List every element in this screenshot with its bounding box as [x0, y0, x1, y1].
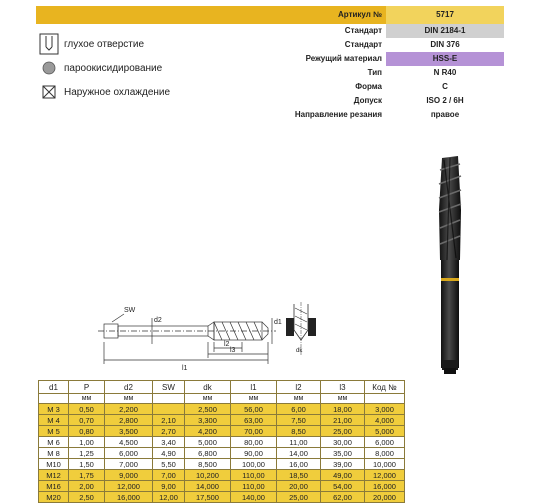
spec-label: Допуск: [353, 96, 382, 105]
table-row: [39, 404, 405, 415]
table-cell: 110,00: [231, 481, 277, 492]
table-cell: M 6: [39, 437, 69, 448]
external-cooling-icon: [38, 81, 60, 103]
table-unit-cell: [153, 394, 185, 404]
table-cell: 7,00: [153, 470, 185, 481]
table-cell: 2,70: [153, 426, 185, 437]
table-cell: 10,200: [185, 470, 231, 481]
table-cell: 100,00: [231, 459, 277, 470]
table-cell: 9,00: [153, 481, 185, 492]
table-row: [39, 426, 405, 437]
table-cell: 3,40: [153, 437, 185, 448]
table-cell: 2,10: [153, 415, 185, 426]
table-row: [39, 481, 405, 492]
table-cell: M16: [39, 481, 69, 492]
table-cell: 8,000: [365, 448, 405, 459]
table-cell: 1,75: [69, 470, 105, 481]
table-cell: 20,000: [365, 492, 405, 503]
table-cell: 35,00: [321, 448, 365, 459]
table-cell: 49,00: [321, 470, 365, 481]
table-header-cell: Код №: [365, 381, 405, 394]
spec-label: Стандарт: [344, 26, 382, 35]
table-header-cell: d1: [39, 381, 69, 394]
spec-label: Режущий материал: [305, 54, 382, 63]
spec-label: Форма: [355, 82, 382, 91]
table-unit-cell: мм: [185, 394, 231, 404]
spec-value: HSS-E: [386, 52, 504, 66]
spec-value: C: [442, 82, 448, 91]
table-cell: 6,800: [185, 448, 231, 459]
table-cell: 16,000: [105, 492, 153, 503]
table-cell: 70,00: [231, 426, 277, 437]
table-header-cell: l1: [231, 381, 277, 394]
table-cell: 54,00: [321, 481, 365, 492]
table-cell: 0,50: [69, 404, 105, 415]
table-cell: 80,00: [231, 437, 277, 448]
spec-label: Стандарт: [344, 40, 382, 49]
table-cell: 9,000: [105, 470, 153, 481]
table-row: [39, 459, 405, 470]
table-cell: 0,80: [69, 426, 105, 437]
table-cell: 16,00: [277, 459, 321, 470]
table-cell: 4,500: [105, 437, 153, 448]
table-cell: 18,00: [321, 404, 365, 415]
table-cell: 6,00: [277, 404, 321, 415]
table-cell: 62,00: [321, 492, 365, 503]
table-cell: 6,000: [105, 448, 153, 459]
table-cell: 4,90: [153, 448, 185, 459]
tap-technical-drawing: [90, 300, 285, 380]
table-cell: 14,000: [185, 481, 231, 492]
table-unit-cell: [39, 394, 69, 404]
table-cell: M 3: [39, 404, 69, 415]
table-header-cell: dk: [185, 381, 231, 394]
legend: [38, 32, 238, 104]
table-cell: 0,70: [69, 415, 105, 426]
table-header-row: [39, 381, 405, 394]
table-cell: 2,00: [69, 481, 105, 492]
table-cell: 17,500: [185, 492, 231, 503]
tap-photo-image: [420, 150, 480, 380]
table-cell: 3,000: [365, 404, 405, 415]
table-cell: 3,300: [185, 415, 231, 426]
table-cell: 56,00: [231, 404, 277, 415]
table-cell: 12,000: [105, 481, 153, 492]
legend-item: [38, 32, 238, 56]
table-cell: 1,50: [69, 459, 105, 470]
spec-row-direction: [36, 108, 504, 122]
spec-value: 5717: [386, 6, 504, 24]
table-row: [39, 437, 405, 448]
d1-label: d1: [274, 319, 282, 326]
spec-value: DIN 2184-1: [386, 24, 504, 38]
table-cell: M20: [39, 492, 69, 503]
table-header-cell: l2: [277, 381, 321, 394]
table-cell: M10: [39, 459, 69, 470]
legend-text: пароокисидирование: [64, 62, 163, 74]
table-cell: 11,00: [277, 437, 321, 448]
table-unit-cell: мм: [69, 394, 105, 404]
table-cell: 63,00: [231, 415, 277, 426]
table-cell: 25,00: [277, 492, 321, 503]
table-cell: M 5: [39, 426, 69, 437]
table-cell: 5,000: [185, 437, 231, 448]
table-cell: 140,00: [231, 492, 277, 503]
table-header-cell: l3: [321, 381, 365, 394]
table-cell: 5,50: [153, 459, 185, 470]
table-cell: 4,200: [185, 426, 231, 437]
table-unit-cell: мм: [277, 394, 321, 404]
table-cell: 30,00: [321, 437, 365, 448]
table-unit-cell: мм: [321, 394, 365, 404]
legend-text: глухое отверстие: [64, 38, 145, 50]
spec-value: N R40: [433, 68, 457, 77]
table-cell: M 4: [39, 415, 69, 426]
table-header-cell: SW: [153, 381, 185, 394]
steam-oxide-icon: [38, 57, 60, 79]
table-unit-cell: мм: [105, 394, 153, 404]
table-row: [39, 448, 405, 459]
table-unit-row: [39, 394, 405, 404]
table-cell: 8,500: [185, 459, 231, 470]
table-cell: 14,00: [277, 448, 321, 459]
table-cell: [153, 404, 185, 415]
table-cell: 5,000: [365, 426, 405, 437]
spec-label: Артикул №: [36, 6, 386, 24]
spec-value: ISO 2 / 6H: [426, 96, 464, 105]
table-row: [39, 470, 405, 481]
spec-value: правое: [430, 110, 460, 119]
blind-hole-icon: [38, 33, 60, 55]
table-row: [39, 415, 405, 426]
table-unit-cell: [365, 394, 405, 404]
table-cell: 2,50: [69, 492, 105, 503]
table-cell: 8,50: [277, 426, 321, 437]
table-cell: M 8: [39, 448, 69, 459]
sw-label: SW: [124, 307, 136, 314]
table-cell: 20,00: [277, 481, 321, 492]
table-header-cell: P: [69, 381, 105, 394]
table-cell: 21,00: [321, 415, 365, 426]
spec-row-article: [36, 6, 504, 24]
table-cell: 25,00: [321, 426, 365, 437]
dimensions-table: [38, 380, 405, 503]
table-cell: 39,00: [321, 459, 365, 470]
legend-item: [38, 56, 238, 80]
table-cell: 2,500: [185, 404, 231, 415]
table-cell: 7,50: [277, 415, 321, 426]
spec-label: Направление резания: [294, 110, 382, 119]
dk-label: dk: [296, 348, 303, 354]
spec-value: DIN 376: [430, 40, 460, 49]
table-cell: 3,500: [105, 426, 153, 437]
d2-label: d2: [154, 317, 162, 324]
table-cell: 1,00: [69, 437, 105, 448]
table-cell: 18,50: [277, 470, 321, 481]
table-cell: 12,000: [365, 470, 405, 481]
table-cell: 2,200: [105, 404, 153, 415]
table-row: [39, 492, 405, 503]
table-cell: 90,00: [231, 448, 277, 459]
table-header-cell: d2: [105, 381, 153, 394]
table-cell: 2,800: [105, 415, 153, 426]
table-cell: 16,000: [365, 481, 405, 492]
l3-label: l3: [230, 347, 236, 354]
table-cell: 12,00: [153, 492, 185, 503]
spec-label: Тип: [367, 68, 382, 77]
legend-text: Наружное охлаждение: [64, 86, 171, 98]
table-cell: 110,00: [231, 470, 277, 481]
section-drawing: [282, 300, 322, 360]
table-cell: 1,25: [69, 448, 105, 459]
table-cell: 6,000: [365, 437, 405, 448]
table-cell: 4,000: [365, 415, 405, 426]
table-cell: 10,000: [365, 459, 405, 470]
legend-item: [38, 80, 238, 104]
l2-label: l2: [224, 341, 230, 348]
header-accent-tab: [36, 6, 46, 24]
table-cell: 7,000: [105, 459, 153, 470]
table-unit-cell: мм: [231, 394, 277, 404]
table-cell: M12: [39, 470, 69, 481]
l1-label: l1: [182, 365, 188, 372]
